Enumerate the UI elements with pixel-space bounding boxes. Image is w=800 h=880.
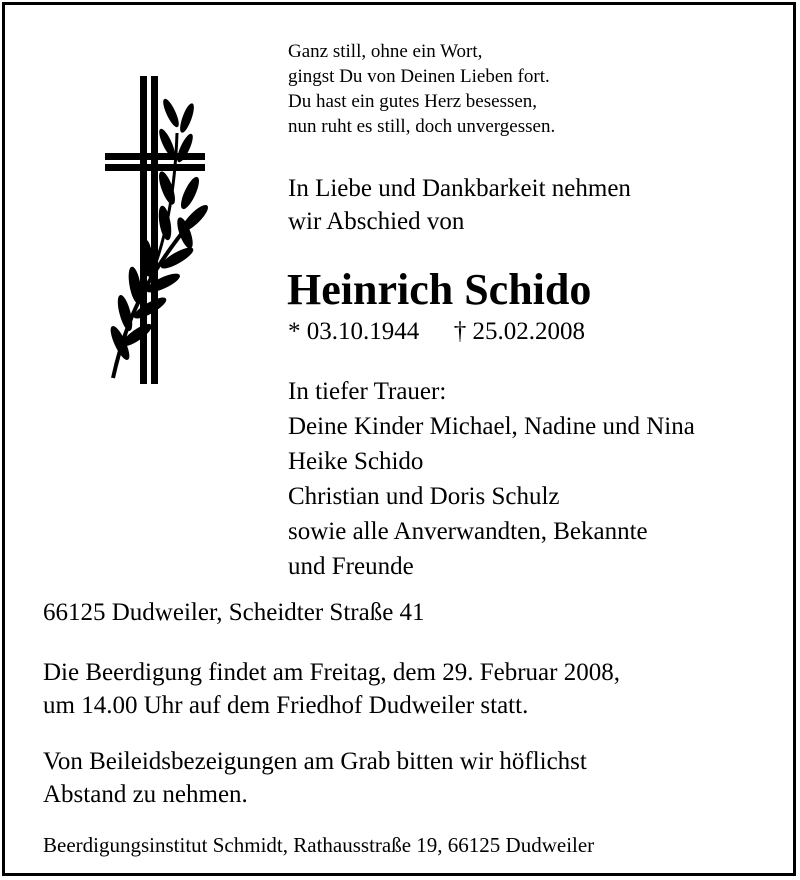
undertaker-info: Beerdigungsinstitut Schmidt, Rathausstraße 19, 66125 Dudweiler <box>43 833 595 857</box>
mourner-line: Heike Schido <box>288 448 424 475</box>
life-dates <box>288 316 585 348</box>
mourners-heading: In tiefer Trauer: <box>288 378 447 405</box>
poem-line: Du hast ein gutes Herz besessen, <box>288 91 538 112</box>
poem-line: Ganz still, ohne ein Wort, <box>288 41 483 62</box>
deceased-name: Heinrich Schido <box>287 265 592 314</box>
mourner-line: Deine Kinder Michael, Nadine und Nina <box>288 413 695 440</box>
mourner-line: sowie alle Anverwandten, Bekannte <box>288 518 648 545</box>
condolence-note <box>43 745 587 811</box>
mourners-list <box>288 374 695 584</box>
death-date: 25.02.2008 <box>472 318 585 345</box>
farewell-intro <box>288 172 631 238</box>
funeral-line: um 14.00 Uhr auf dem Friedhof Dudweiler statt. <box>43 692 529 719</box>
funeral-details <box>43 656 620 722</box>
cross-with-olive-branch-icon <box>95 73 225 388</box>
mourner-line: Christian und Doris Schulz <box>288 483 560 510</box>
poem-line: nun ruht es still, doch unvergessen. <box>288 116 556 137</box>
intro-line: In Liebe und Dankbarkeit nehmen <box>288 175 631 202</box>
note-line: Abstand zu nehmen. <box>43 781 248 808</box>
family-address: 66125 Dudweiler, Scheidter Straße 41 <box>43 599 425 626</box>
mourner-line: und Freunde <box>288 553 414 580</box>
obituary-notice <box>2 2 796 876</box>
poem <box>288 39 555 139</box>
funeral-line: Die Beerdigung findet am Freitag, dem 29. Februar 2008, <box>43 659 620 686</box>
birth-star-icon: * <box>288 318 301 345</box>
note-line: Von Beileidsbezeigungen am Grab bitten wir höflichst <box>43 748 587 775</box>
intro-line: wir Abschied von <box>288 208 465 235</box>
poem-line: gingst Du von Deinen Lieben fort. <box>288 66 550 87</box>
birth-date: 03.10.1944 <box>306 318 420 345</box>
death-cross-icon: † <box>453 318 467 345</box>
